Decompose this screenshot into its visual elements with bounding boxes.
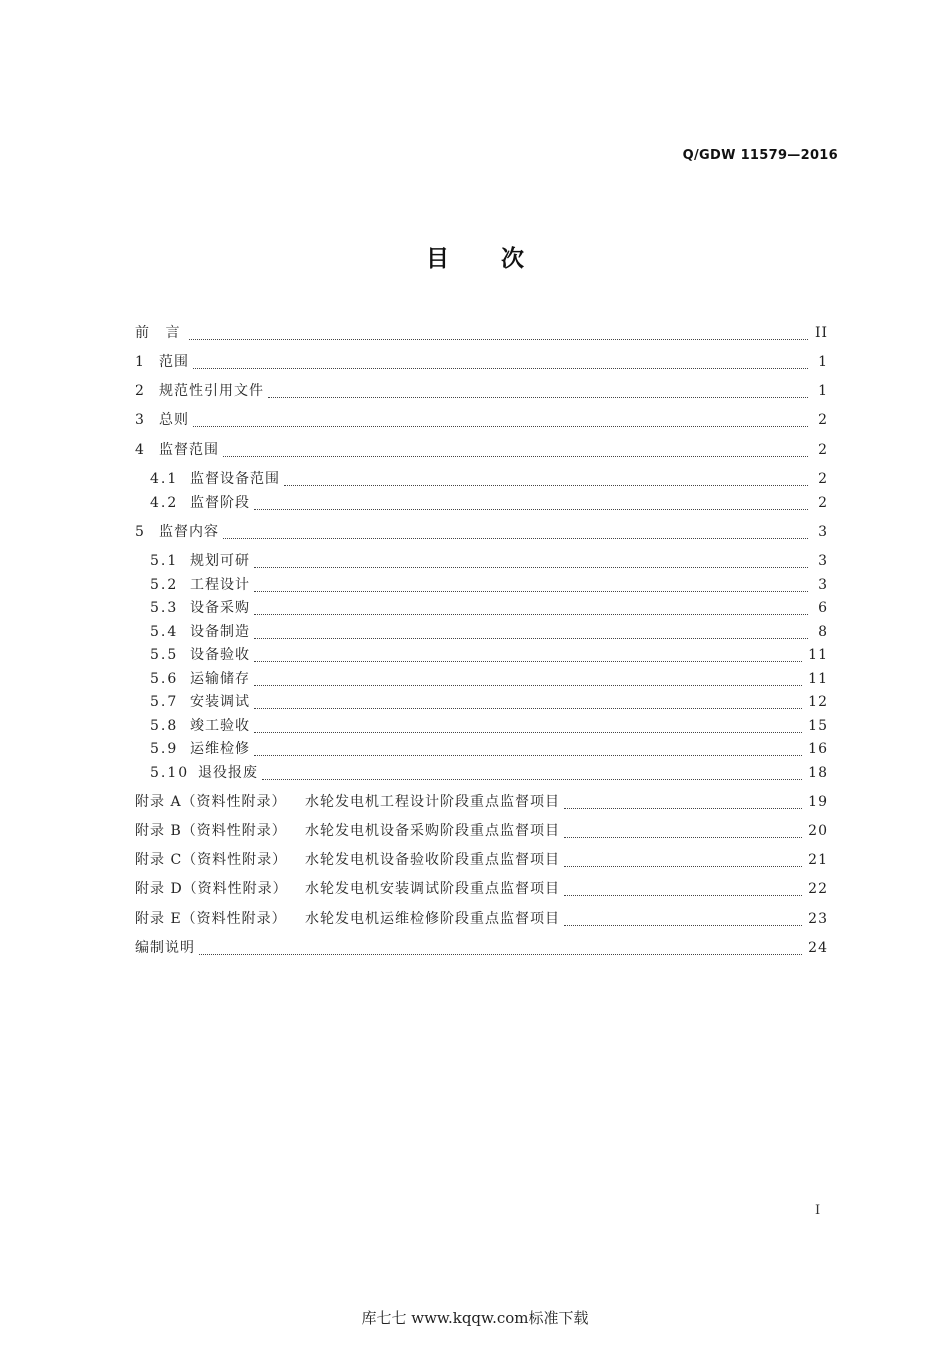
toc-leader-dots (284, 473, 808, 486)
toc-entry-5-7[interactable] (150, 692, 828, 712)
toc-label: 总则 (159, 412, 189, 428)
toc-entry-3[interactable] (135, 410, 828, 430)
toc-leader-dots (254, 626, 808, 639)
toc-label: 竣工验收 (190, 718, 250, 734)
toc-label: 水轮发电机工程设计阶段重点监督项目 (305, 794, 560, 810)
toc-label: 规划可研 (190, 553, 250, 569)
toc-entry-2[interactable] (135, 381, 828, 401)
toc-label: 安装调试 (190, 694, 250, 710)
toc-label: 运输储存 (190, 671, 250, 687)
toc-label: 设备制造 (190, 624, 250, 640)
toc-entry-5-1[interactable] (150, 551, 828, 571)
toc-entry-appendix-c[interactable] (135, 850, 828, 870)
page-title (0, 240, 950, 273)
toc-page: 3 (818, 524, 828, 540)
toc-number: 5.10 (150, 765, 190, 781)
toc-number: 5.8 (150, 718, 179, 734)
toc-entry-5[interactable] (135, 522, 828, 542)
toc-page: 1 (818, 383, 828, 399)
toc-entry-5-9[interactable] (150, 739, 828, 759)
toc-number: 5.7 (150, 694, 179, 710)
toc-page: 2 (818, 495, 828, 511)
toc-entry-1[interactable] (135, 352, 828, 372)
toc-leader-dots (254, 696, 802, 709)
toc-leader-dots (254, 649, 802, 662)
toc-page: 2 (818, 471, 828, 487)
toc-number: 5.9 (150, 741, 179, 757)
toc-label: 退役报废 (198, 765, 258, 781)
toc-leader-dots (193, 356, 808, 369)
toc-label: 水轮发电机运维检修阶段重点监督项目 (305, 911, 560, 927)
footer-watermark: 库七七 www.kqqw.com标准下载 (361, 1309, 589, 1327)
toc-entry-4[interactable] (135, 440, 828, 460)
toc-leader-dots (564, 854, 802, 867)
toc-page: 21 (808, 852, 828, 868)
toc-entry-5-5[interactable] (150, 645, 828, 665)
toc-leader-dots (564, 796, 802, 809)
toc-number: 5.1 (150, 553, 179, 569)
toc-page: 19 (808, 794, 828, 810)
toc-number: 5.5 (150, 647, 179, 663)
toc-leader-dots (254, 579, 808, 592)
toc-page: 2 (818, 442, 828, 458)
toc-number: 2 (135, 383, 145, 399)
toc-number: 5 (135, 524, 145, 540)
toc-leader-dots (254, 602, 808, 615)
toc-appendix-label: 附录 A（资料性附录） (135, 794, 287, 810)
toc-page: 23 (808, 911, 828, 927)
toc-label: 规范性引用文件 (159, 383, 264, 399)
toc-leader-dots (254, 743, 802, 756)
toc-entry-appendix-b[interactable] (135, 821, 828, 841)
page-title-left: 目 (425, 246, 449, 272)
toc-number: 5.2 (150, 577, 179, 593)
toc-label: 前 言 (135, 325, 186, 341)
toc-number: 1 (135, 354, 145, 370)
toc-leader-dots (223, 526, 808, 539)
toc-number: 4 (135, 442, 145, 458)
toc-page: 18 (808, 765, 828, 781)
page-number: I (815, 1203, 821, 1218)
toc-label: 水轮发电机设备验收阶段重点监督项目 (305, 852, 560, 868)
toc-label: 监督设备范围 (190, 471, 280, 487)
toc-page: 2 (818, 412, 828, 428)
toc-entry-appendix-d[interactable] (135, 879, 828, 899)
toc-label: 运维检修 (190, 741, 250, 757)
toc-entry-compilation-notes[interactable] (135, 938, 828, 958)
toc-leader-dots (254, 555, 808, 568)
toc-label: 范围 (159, 354, 189, 370)
toc-page: 20 (808, 823, 828, 839)
toc-page: II (814, 325, 828, 341)
toc-page: 6 (818, 600, 828, 616)
toc-leader-dots (564, 825, 802, 838)
toc-label: 工程设计 (190, 577, 250, 593)
toc-entry-5-2[interactable] (150, 575, 828, 595)
toc-number: 5.4 (150, 624, 179, 640)
page-title-right: 次 (501, 246, 524, 272)
toc-entry-5-3[interactable] (150, 598, 828, 618)
toc-entry-appendix-a[interactable] (135, 792, 828, 812)
toc-leader-dots (564, 883, 802, 896)
toc-appendix-label: 附录 B（资料性附录） (135, 823, 287, 839)
toc-page: 15 (808, 718, 828, 734)
toc-page: 12 (808, 694, 828, 710)
toc-page: 8 (818, 624, 828, 640)
toc-leader-dots (199, 942, 802, 955)
toc-leader-dots (268, 385, 808, 398)
toc-page: 1 (818, 354, 828, 370)
toc-page: 24 (808, 940, 828, 956)
toc-page: 11 (808, 671, 828, 687)
toc-page: 3 (818, 553, 828, 569)
toc-label: 监督阶段 (190, 495, 250, 511)
toc-number: 4.2 (150, 495, 179, 511)
toc-label: 监督内容 (159, 524, 219, 540)
toc-entry-foreword[interactable] (135, 323, 828, 343)
toc-page: 11 (808, 647, 828, 663)
toc-entry-4-2[interactable] (150, 493, 828, 513)
toc-leader-dots (254, 673, 802, 686)
toc-entry-5-10[interactable] (150, 763, 828, 783)
toc-leader-dots (564, 913, 802, 926)
toc-page: 16 (808, 741, 828, 757)
toc-label: 编制说明 (135, 940, 195, 956)
toc-label: 监督范围 (159, 442, 219, 458)
standard-code: Q/GDW 11579—2016 (682, 148, 838, 163)
toc-entry-5-8[interactable] (150, 716, 828, 736)
toc-label: 水轮发电机安装调试阶段重点监督项目 (305, 881, 560, 897)
toc-entry-appendix-e[interactable] (135, 909, 828, 929)
toc-label: 设备采购 (190, 600, 250, 616)
toc-entry-5-6[interactable] (150, 669, 828, 689)
toc-number: 5.3 (150, 600, 179, 616)
toc-appendix-label: 附录 E（资料性附录） (135, 911, 287, 927)
toc-leader-dots (254, 720, 802, 733)
toc-entry-4-1[interactable] (150, 469, 828, 489)
toc-number: 5.6 (150, 671, 179, 687)
toc-leader-dots (254, 497, 808, 510)
toc-entry-5-4[interactable] (150, 622, 828, 642)
toc-label: 设备验收 (190, 647, 250, 663)
toc-number: 4.1 (150, 471, 179, 487)
toc-page: 3 (818, 577, 828, 593)
toc-label: 水轮发电机设备采购阶段重点监督项目 (305, 823, 560, 839)
toc-number: 3 (135, 412, 145, 428)
toc-leader-dots (223, 444, 808, 457)
toc-leader-dots (189, 327, 808, 340)
toc-appendix-label: 附录 C（资料性附录） (135, 852, 288, 868)
toc-page: 22 (808, 881, 828, 897)
toc-leader-dots (193, 414, 808, 427)
toc-appendix-label: 附录 D（资料性附录） (135, 881, 288, 897)
toc-leader-dots (262, 767, 802, 780)
